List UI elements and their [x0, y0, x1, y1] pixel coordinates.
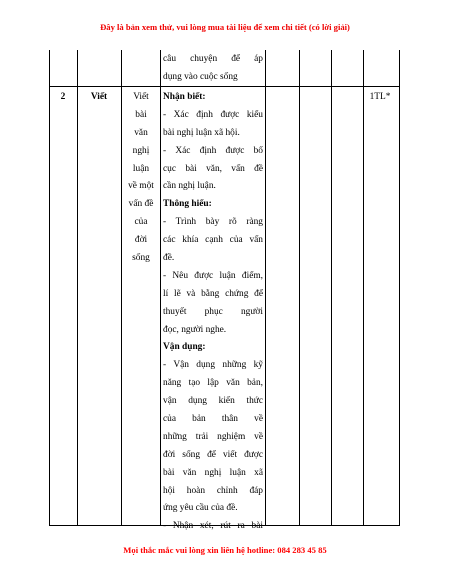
topic-cell: [122, 89, 160, 268]
topic-line: văn: [134, 127, 148, 138]
topic-line: nghị: [132, 145, 150, 156]
description-line: cần nghị luận.: [163, 181, 216, 192]
description-line: đề.: [163, 253, 175, 264]
requirements-cell: [163, 89, 263, 536]
row-number: 2: [60, 92, 66, 102]
description-line: các khía cạnh của vấn: [163, 235, 263, 246]
description-line: câu chuyện để áp: [163, 54, 263, 64]
description-line: thuyết phục người: [163, 306, 263, 317]
topic-line: đời: [134, 235, 148, 246]
hotline-banner: Mọi thắc mắc vui lòng xin liên hệ hotline: 084 283 45 85: [123, 545, 327, 555]
description-line: hội hoàn chỉnh đáp: [163, 485, 263, 496]
description-line: dụng vào cuộc sống: [163, 71, 238, 82]
description-line: lí lẽ và bằng chứng để: [163, 288, 263, 299]
topic-line: Viết: [133, 92, 149, 102]
previous-row-description: [163, 51, 263, 87]
topic-line: bài: [135, 109, 147, 120]
topic-line: sống: [132, 253, 150, 264]
level-heading: Thông hiểu:: [163, 199, 212, 210]
description-line: - Nhận xét, rút ra bài: [163, 521, 263, 532]
description-line: ứng yêu cầu của đề.: [163, 503, 238, 514]
skill-name: Viết: [90, 92, 108, 102]
description-line: - Xác định được kiểu: [163, 109, 263, 120]
topic-line: vấn đề: [128, 199, 154, 210]
preview-notice-banner: Đây là bản xem thử, vui lòng mua tài liệu để xem chi tiết (có lời giải): [100, 22, 350, 32]
description-line: - Vận dụng những kỹ: [163, 360, 263, 371]
description-line: - Trình bày rõ ràng: [163, 217, 263, 228]
description-line: - Nêu được luận điểm,: [163, 270, 263, 281]
topic-line: luận: [132, 163, 150, 174]
description-line: năng tạo lập văn bản,: [163, 378, 263, 389]
description-line: - Xác định được bố: [163, 145, 263, 156]
description-line: bài văn nghị luận xã: [163, 467, 263, 478]
description-line: bài nghị luận xã hội.: [163, 127, 240, 138]
level-heading: Nhận biết:: [163, 92, 206, 102]
description-line: vận dụng kiến thức: [163, 396, 263, 407]
topic-line: về một: [128, 181, 154, 192]
description-line: cục bài văn, vấn đề: [163, 163, 263, 174]
description-line: của bản thân về: [163, 414, 263, 425]
topic-line: của: [134, 217, 148, 228]
description-line: đọc, người nghe.: [163, 324, 227, 335]
question-count: 1TL*: [369, 92, 391, 102]
level-heading: Vận dụng:: [163, 342, 206, 353]
description-line: những trải nghiệm về: [163, 431, 263, 442]
description-line: đời sống để viết được: [163, 449, 263, 460]
